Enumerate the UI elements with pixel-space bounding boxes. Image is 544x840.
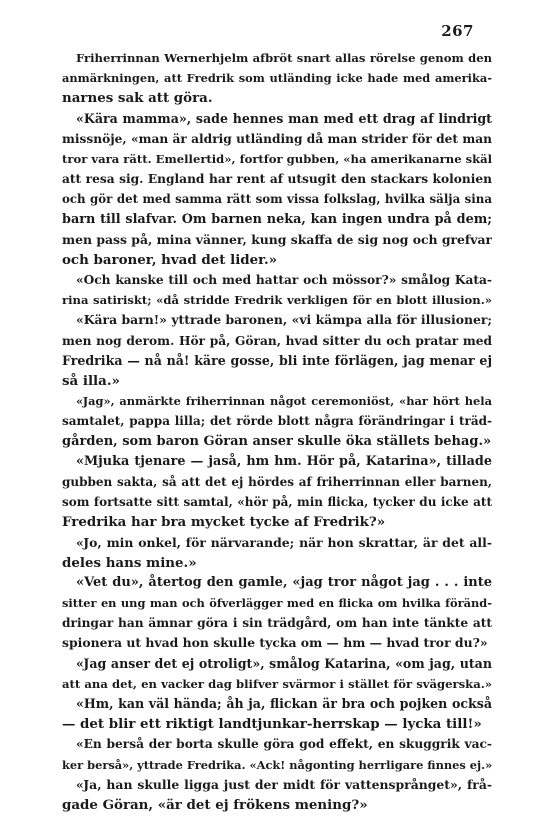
- text-line: «Jag anser det ej otroligt», smålog Katarina, «om jag, utan: [76, 655, 492, 671]
- text-line: barn till slafvar. Om barnen neka, kan ingen undra på dem;: [62, 211, 492, 227]
- text-line: «Kära barn!» yttrade baronen, «vi kämpa alla för illusioner;: [76, 312, 492, 328]
- text-line: dringar han ämnar göra i sin trädgård, om han inte tänkte att: [62, 616, 492, 631]
- text-line: ker berså», yttrade Fredrika. «Ack! någonting herrligare finnes ej.»: [62, 757, 492, 772]
- text-line: «En berså der borta skulle göra god effekt, en skuggrik vac-: [76, 737, 492, 752]
- text-line: och baroner, hvad det lider.»: [62, 251, 278, 268]
- text-line: Friherrinnan Wernerhjelm afbröt snart allas rörelse genom den: [76, 51, 492, 65]
- text-line: narnes sak att göra.: [62, 90, 213, 107]
- text-line: så illa.»: [62, 373, 120, 389]
- text-line: gården, som baron Göran anser skulle öka ställets behag.»: [62, 433, 492, 449]
- text-line: och gör det med samma rätt som vissa folkslag, hvilka sälja sina: [62, 192, 492, 207]
- text-line: gubben sakta, så att det ej hördes af friherrinnan eller barnen,: [62, 474, 492, 489]
- text-line: Fredrika har bra mycket tycke af Fredrik?»: [62, 514, 386, 531]
- text-line: «Jag», anmärkte friherrinnan något ceremoniöst, «har hört hela: [76, 394, 492, 409]
- text-line: «Mjuka tjenare — jaså, hm hm. Hör på, Katarina», tillade: [76, 453, 492, 469]
- text-line: «Och kanske till och med hattar och mössor?» smålog Kata-: [76, 273, 492, 288]
- text-line: att ana det, en vacker dag blifver svärmor i stället för svägerska.»: [62, 676, 492, 691]
- text-line: men nog derom. Hör på, Göran, hvad sitter du och pratar med: [62, 333, 492, 348]
- text-line: deles hans mine.»: [62, 554, 197, 571]
- text-line: sitter en ung man och öfverlägger med en flicka om hvilka föränd-: [62, 596, 492, 611]
- text-line: spionera ut hvad hon skulle tycka om — hm — hvad tror du?»: [62, 635, 488, 651]
- text-line: gade Göran, «är det ej frökens mening?»: [62, 796, 368, 813]
- text-line: «Jo, min onkel, för närvarande; när hon skrattar, är det all-: [76, 534, 492, 550]
- text-line: Fredrika — nå nå! käre gosse, bli inte förlägen, jag menar ej: [62, 352, 492, 368]
- text-line: tror vara rätt. Emellertid», fortfor gubben, «ha amerikanarne skäl: [62, 151, 492, 166]
- body-text: [62, 48, 492, 815]
- text-line: «Ja, han skulle ligga just der midt för vattensprånget», frå-: [76, 776, 492, 792]
- text-line: «Vet du», återtog den gamle, «jag tror något jag . . . inte: [76, 574, 492, 590]
- text-line: rina satiriskt; «då stridde Fredrik verkligen för en blott illusion.»: [62, 293, 492, 308]
- text-line: missnöje, «man är aldrig utländing då man strider för det man: [62, 131, 492, 146]
- text-line: men pass på, mina vänner, kung skaffa de sig nog och grefvar: [62, 231, 492, 247]
- page-number: 267: [441, 22, 474, 40]
- text-line: att resa sig. England har rent af utsugit den stackars kolonien: [62, 172, 492, 187]
- text-line: «Hm, kan väl hända; åh ja, flickan är bra och pojken också: [76, 696, 492, 711]
- text-line: anmärkningen, att Fredrik som utländing icke hade med amerika-: [62, 71, 492, 86]
- text-line: — det blir ett riktigt landtjunkar-herrskap — lycka till!»: [62, 716, 482, 733]
- text-line: som fortsatte sitt samtal, «hör på, min flicka, tycker du icke att: [62, 495, 492, 510]
- text-line: samtalet, pappa lilla; det rörde blott några förändringar i träd-: [62, 414, 492, 429]
- text-line: «Kära mamma», sade hennes man med ett drag af lindrigt: [76, 110, 492, 126]
